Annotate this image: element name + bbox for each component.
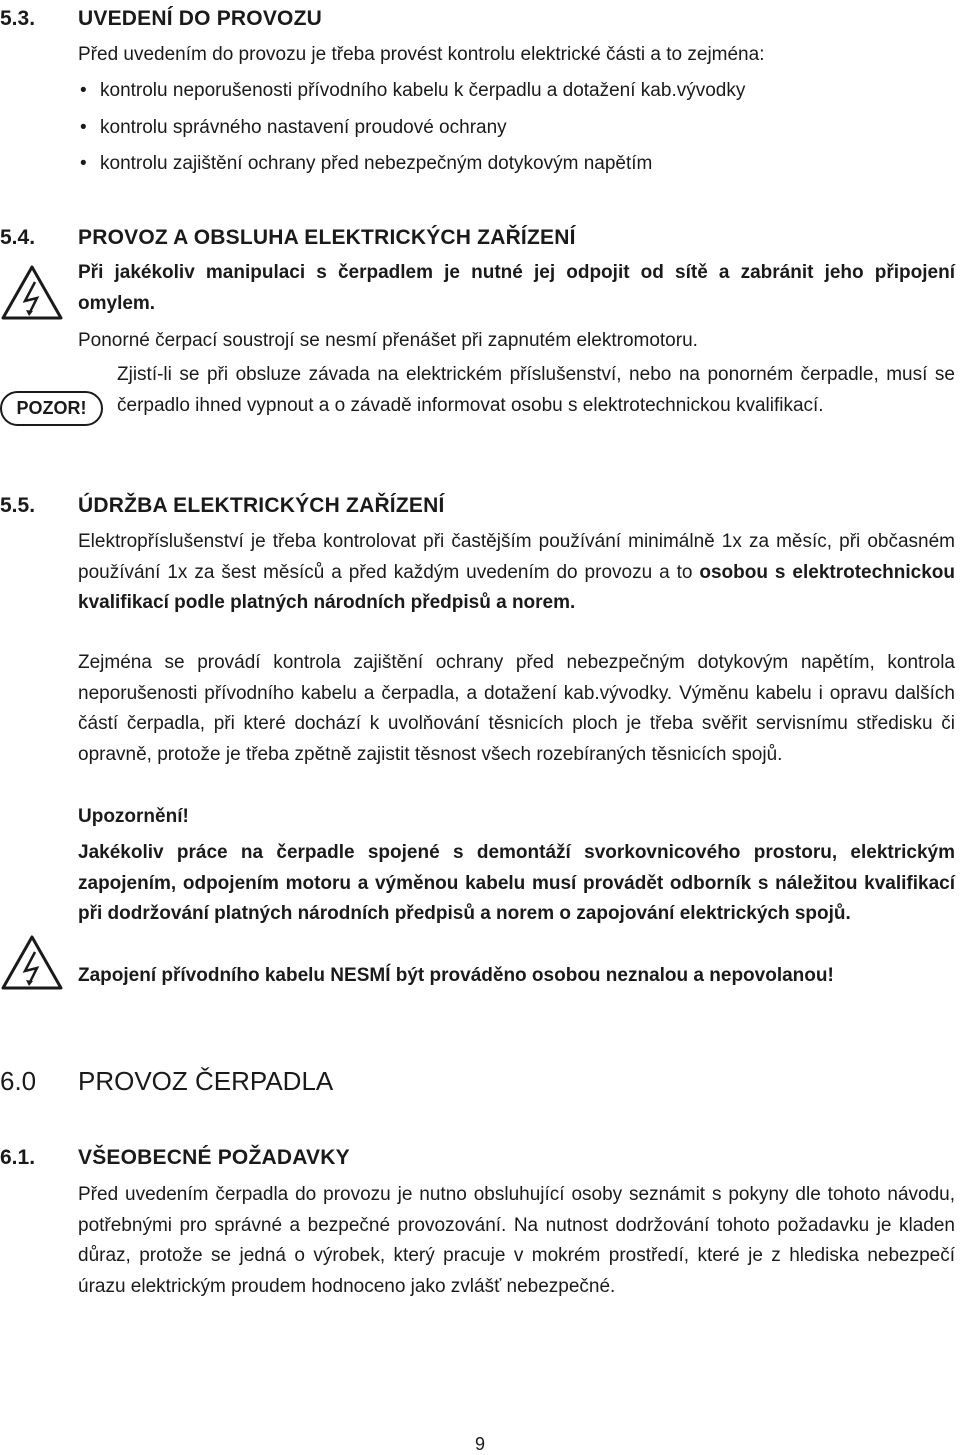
section-5-5-para-1: Elektropříslušenství je třeba kontrolovat při častějším používání minimálně 1x za měsíc, při občasném používání 1x za šest měsíců a před každým uvedením do provozu a to osobou s elektrotechnickou kvalifikací podle platných národních předpisů a norem. bbox=[78, 531, 956, 613]
section-5-5-para-4: Zapojení přívodního kabelu NESMÍ být prováděno osobou neznalou a nepovolanou! bbox=[78, 965, 834, 986]
section-5-5-para-2: Zejména se provádí kontrola zajištění ochrany před nebezpečným dotykovým napětím, kontrola neporušenosti přívodního kabelu a čerpadla, a dotažení kab.vývodky. Výměnu kabelu i opravu dalších částí čerpadla, při které dochází k uvolňování těsnicích ploch je třeba svěřit servisnímu středisku či opravně, protože je třeba zpětně zajistit těsnost všech rozebíraných těsnicích spojů. bbox=[78, 652, 955, 765]
section-5-5-title: ÚDRŽBA ELEKTRICKÝCH ZAŘÍZENÍ bbox=[78, 494, 445, 517]
section-5-4-number: 5.4. bbox=[0, 226, 36, 249]
high-voltage-warning-icon bbox=[0, 260, 64, 324]
section-5-5-upozorneni: Upozornění! bbox=[78, 806, 189, 827]
section-5-3-title: UVEDENÍ DO PROVOZU bbox=[78, 7, 322, 30]
list-item: • kontrolu správného nastavení proudové ochrany bbox=[80, 116, 507, 138]
section-5-5-para-3: Jakékoliv práce na čerpadle spojené s demontáží svorkovnicového prostoru, elektrickým zapojením, odpojením motoru a výměnou kabelu musí provádět odborník s náležitou kvalifikací při dodržování platných národních předpisů a norem o zapojování elektrických spojů. bbox=[78, 842, 955, 924]
pozor-badge: POZOR! bbox=[0, 391, 103, 426]
section-5-4-para: Ponorné čerpací soustrojí se nesmí přenášet při zapnutém elektromotoru. bbox=[78, 330, 698, 351]
section-5-3-intro: Před uvedením do provozu je třeba provést kontrolu elektrické části a to zejména: bbox=[78, 44, 765, 65]
high-voltage-warning-icon bbox=[0, 930, 64, 994]
bullet-list-5-3 bbox=[80, 76, 955, 180]
section-5-4-title: PROVOZ A OBSLUHA ELEKTRICKÝCH ZAŘÍZENÍ bbox=[78, 226, 576, 249]
section-5-4-warning: Při jakékoliv manipulaci s čerpadlem je nutné jej odpojit od sítě a zabránit jeho připojení omylem. bbox=[78, 262, 955, 314]
chapter-6-number: 6.0 bbox=[0, 1066, 37, 1096]
chapter-6-title: PROVOZ ČERPADLA bbox=[78, 1066, 334, 1096]
list-item: • kontrolu neporušenosti přívodního kabelu k čerpadlu a dotažení kab.vývodky bbox=[80, 80, 746, 101]
page-number: 9 bbox=[474, 1434, 485, 1454]
section-6-1-title: VŠEOBECNÉ POŽADAVKY bbox=[78, 1146, 350, 1169]
section-5-5-number: 5.5. bbox=[0, 494, 36, 517]
section-5-4-pozor-text: Zjistí-li se při obsluze závada na elektrickém příslušenství, nebo na ponorném čerpadle, musí se čerpadlo ihned vypnout a o závadě informovat osobu s elektrotechnickou kvalifikací. bbox=[117, 364, 955, 416]
section-6-1-para: Před uvedením čerpadla do provozu je nutno obsluhující osoby seznámit s pokyny dle tohoto návodu, potřebnými pro správné a bezpečné provozování. Na nutnost dodržování tohoto požadavku je kladen důraz, protože se jedná o výrobek, který pracuje v mokrém prostředí, které je z hlediska nebezpečí úrazu elektrickým proudem hodnoceno jako zvlášť nebezpečné. bbox=[78, 1184, 955, 1297]
section-5-3-number: 5.3. bbox=[0, 7, 36, 30]
list-item: • kontrolu zajištění ochrany před nebezpečným dotykovým napětím bbox=[80, 153, 653, 174]
section-6-1-number: 6.1. bbox=[0, 1146, 36, 1169]
